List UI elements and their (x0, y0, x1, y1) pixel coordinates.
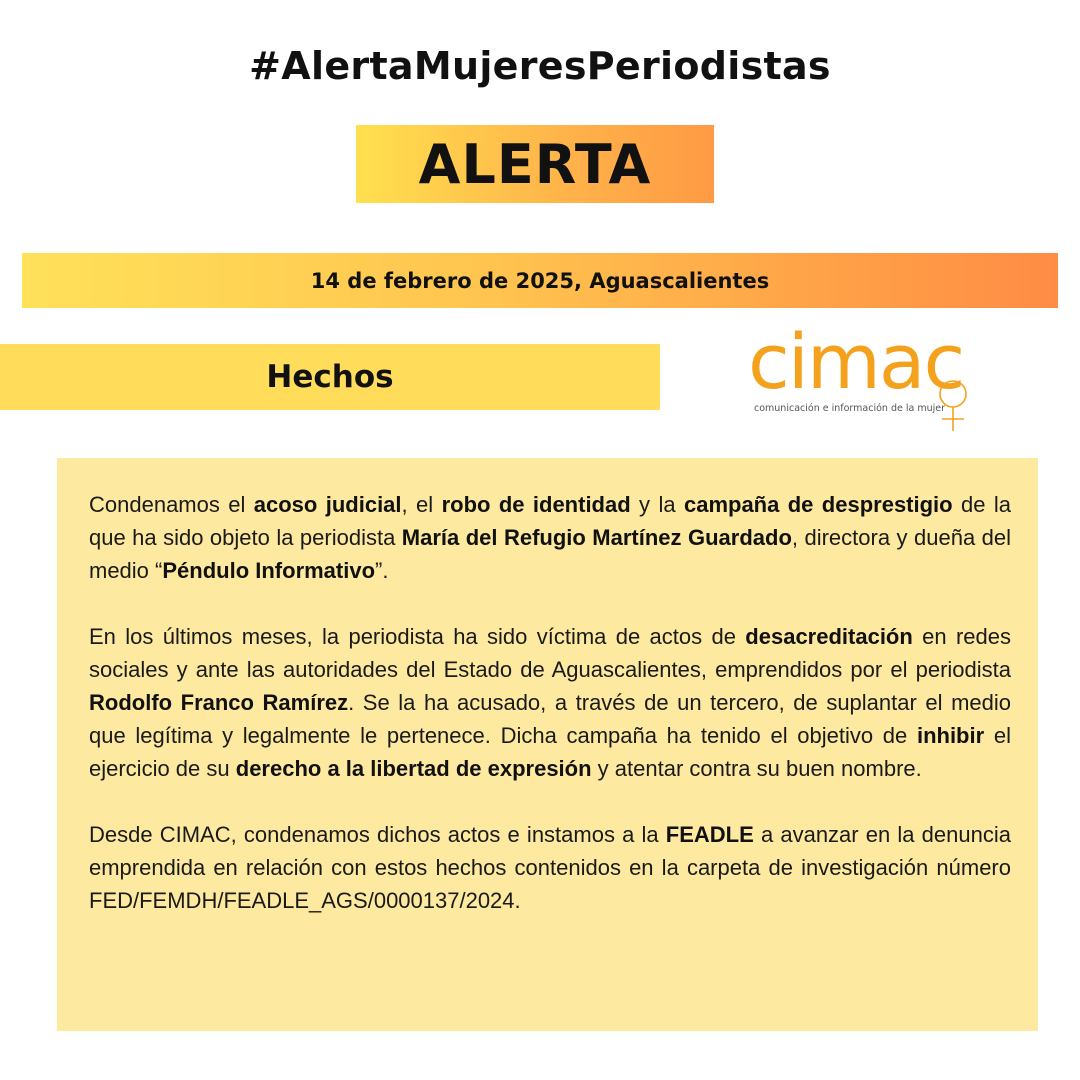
text-segment: y la (630, 492, 684, 517)
date-location-bar (22, 253, 1058, 308)
section-title: Hechos (266, 359, 394, 395)
text-segment: a avanzar en la denuncia emprendida en relación con estos hechos contenidos en la carpeta de investigación número FED/FEMDH/FEADLE_AGS/0000137/2024. (89, 822, 1011, 913)
bold-text: Péndulo Informativo (162, 558, 376, 583)
female-symbol-icon (936, 378, 970, 432)
alert-banner (356, 125, 714, 203)
paragraph (89, 488, 1011, 587)
bold-text: inhibir (916, 723, 985, 748)
paragraph (89, 818, 1011, 917)
text-segment: Desde CIMAC, condenamos dichos actos e instamos a la (89, 822, 666, 847)
logo-tagline: comunicación e información de la mujer (754, 403, 945, 414)
text-segment: de la que ha sido objeto la periodista (89, 492, 1011, 550)
paragraph (89, 620, 1011, 785)
text-segment: Condenamos el (89, 492, 254, 517)
bold-text: María del Refugio Martínez Guardado (401, 525, 792, 550)
text-segment: , el (401, 492, 442, 517)
text-segment: . Se la ha acusado, a través de un tercero, de suplantar el medio que legítima y legalmente le pertenece. Dicha campaña ha tenido el objetivo de (89, 690, 1011, 748)
bold-text: campaña de desprestigio (683, 492, 953, 517)
text-segment: ”. (375, 558, 389, 583)
bold-text: Rodolfo Franco Ramírez (89, 690, 349, 715)
text-segment: , directora y dueña del medio “ (89, 525, 1011, 583)
section-header-bar (0, 344, 660, 410)
text-segment: en redes sociales y ante las autoridades del Estado de Aguascalientes, emprendidos por el periodista (89, 624, 1012, 682)
cimac-logo (748, 317, 978, 432)
bold-text: acoso judicial (253, 492, 402, 517)
bold-text: FEADLE (665, 822, 754, 847)
text-segment: y atentar contra su buen nombre. (591, 756, 922, 781)
text-segment: En los últimos meses, la periodista ha sido víctima de actos de (89, 624, 746, 649)
alert-label: ALERTA (418, 132, 652, 196)
date-location-text: 14 de febrero de 2025, Aguascalientes (310, 268, 770, 293)
bold-text: desacreditación (745, 624, 913, 649)
bold-text: derecho a la libertad de expresión (235, 756, 592, 781)
facts-content-box (57, 458, 1038, 1031)
text-segment: el ejercicio de su (89, 723, 1011, 781)
facts-body-text (89, 488, 1011, 950)
hashtag-title: #AlertaMujeresPeriodistas (249, 44, 831, 88)
bold-text: robo de identidad (441, 492, 631, 517)
logo-wordmark: cimac (748, 317, 964, 406)
